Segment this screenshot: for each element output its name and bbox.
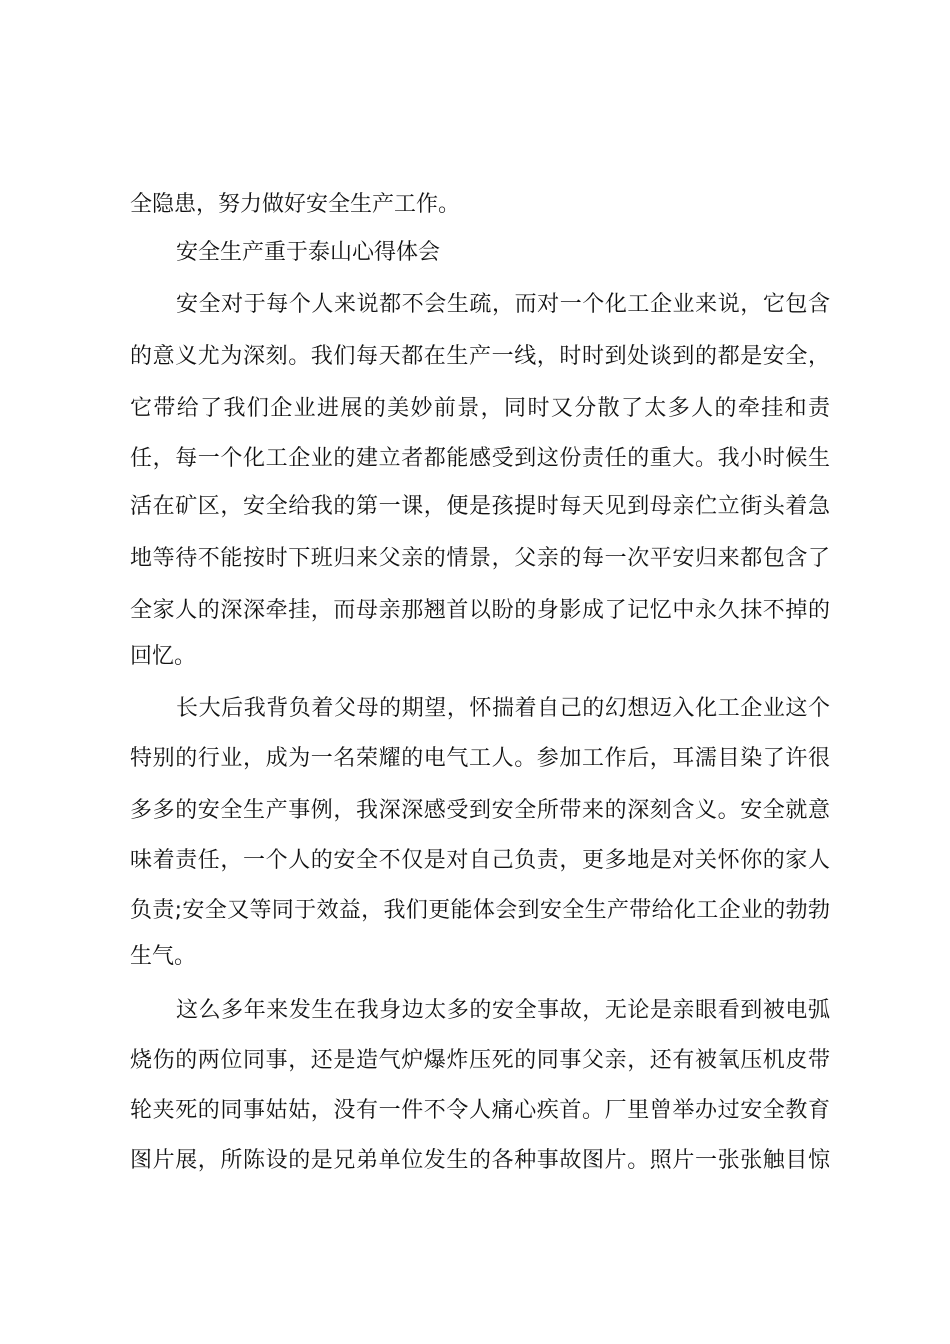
text-line: 任，每一个化工企业的建立者都能感受到这份责任的重大。我小时候生	[130, 446, 830, 471]
text-line: 长大后我背负着父母的期望，怀揣着自己的幻想迈入化工企业这个	[176, 696, 830, 721]
text-line: 特别的行业，成为一名荣耀的电气工人。参加工作后，耳濡目染了许很	[130, 746, 830, 771]
text-line: 轮夹死的同事姑姑，没有一件不令人痛心疾首。厂里曾举办过安全教育	[130, 1098, 830, 1123]
text-line: 安全对于每个人来说都不会生疏，而对一个化工企业来说，它包含	[176, 292, 830, 317]
text-line: 全隐患，努力做好安全生产工作。	[130, 192, 461, 217]
section-title: 安全生产重于泰山心得体会	[176, 240, 441, 265]
text-line: 多多的安全生产事例，我深深感受到安全所带来的深刻含义。安全就意	[130, 798, 830, 823]
text-line: 它带给了我们企业进展的美妙前景，同时又分散了太多人的牵挂和责	[130, 396, 830, 421]
text-line: 地等待不能按时下班归来父亲的情景，父亲的每一次平安归来都包含了	[130, 546, 830, 571]
text-line: 图片展，所陈设的是兄弟单位发生的各种事故图片。照片一张张触目惊	[130, 1148, 830, 1173]
text-line: 烧伤的两位同事，还是造气炉爆炸压死的同事父亲，还有被氧压机皮带	[130, 1048, 830, 1073]
text-line: 这么多年来发生在我身边太多的安全事故，无论是亲眼看到被电弧	[176, 998, 830, 1023]
text-line: 生气。	[130, 944, 197, 969]
text-line: 活在矿区，安全给我的第一课，便是孩提时每天见到母亲伫立街头着急	[130, 494, 830, 519]
text-line: 味着责任，一个人的安全不仅是对自己负责，更多地是对关怀你的家人	[130, 848, 830, 873]
text-line: 全家人的深深牵挂，而母亲那翘首以盼的身影成了记忆中永久抹不掉的	[130, 598, 830, 623]
text-line: 负责;安全又等同于效益，我们更能体会到安全生产带给化工企业的勃勃	[130, 898, 830, 923]
text-line: 回忆。	[130, 644, 197, 669]
text-line: 的意义尤为深刻。我们每天都在生产一线，时时到处谈到的都是安全，	[130, 344, 830, 369]
